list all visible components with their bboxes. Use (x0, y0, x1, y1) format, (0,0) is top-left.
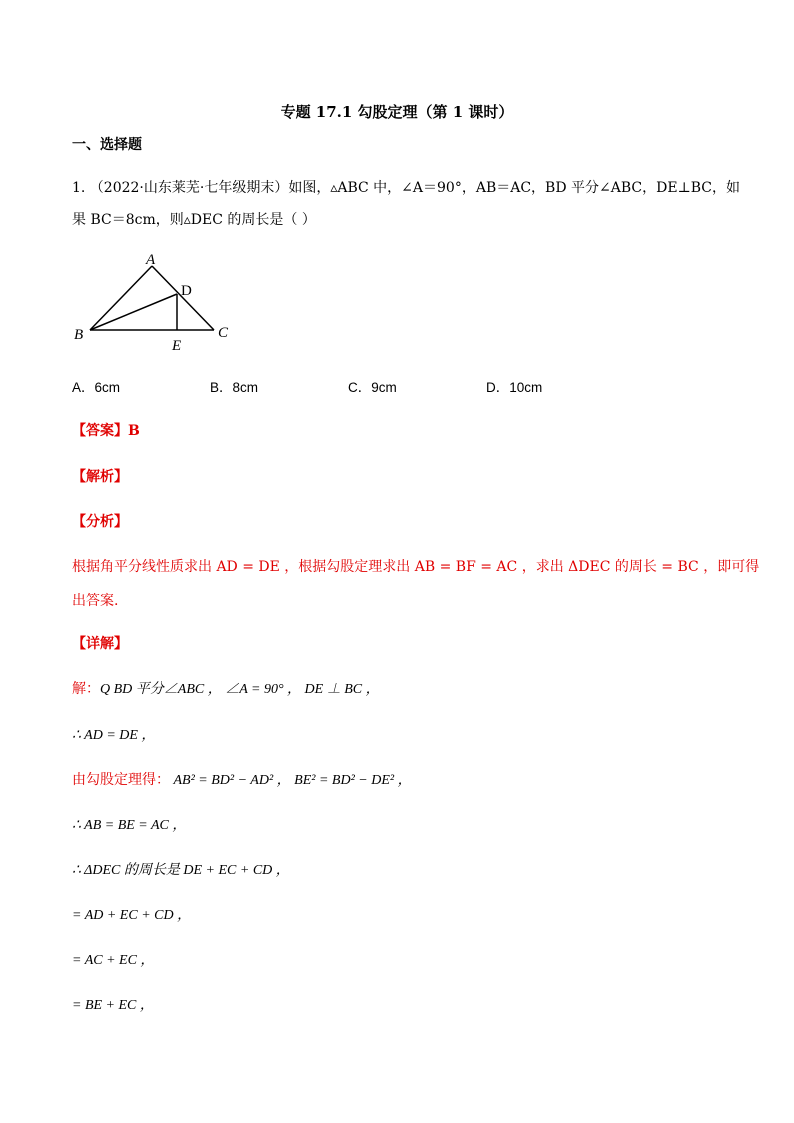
step-4-math: ∴ AB = BE = AC ， (72, 818, 187, 833)
detail-tag: 【详解】 (72, 636, 128, 652)
page-title: 专题 17.1 勾股定理（第 1 课时） (280, 103, 514, 121)
step-7 (72, 949, 154, 969)
step-1-math: Q BD 平分∠ABC ， ∠A = 90° ， DE ⊥ BC ， (100, 682, 380, 697)
step-2-math: ∴ AD = DE ， (72, 728, 156, 743)
step-1-prefix: 解： (72, 681, 100, 697)
label-d: D (181, 283, 192, 299)
option-b: B．8cm (210, 380, 259, 395)
answer-row (72, 420, 140, 440)
step-3-prefix: 由勾股定理得： (72, 772, 170, 788)
step-5-math: ∴ ΔDEC 的周长是 DE + EC + CD ， (72, 863, 290, 878)
step-3-math: AB² = BD² − AD² ， BE² = BD² − DE² ， (170, 773, 412, 788)
step-8-math: = BE + EC ， (72, 998, 154, 1013)
option-c: C．9cm (348, 380, 397, 395)
section-heading: 一、选择题 (72, 137, 142, 153)
step-6 (72, 904, 191, 924)
fenxi-line-2: 出答案. (72, 593, 119, 609)
side-ab (90, 266, 152, 330)
question-line-1: 1. （2022·山东莱芜·七年级期末）如图，▵ABC 中，∠A＝90°，AB＝AC，BD 平分∠ABC，DE⊥BC，如 (72, 180, 740, 196)
step-8 (72, 994, 154, 1014)
fenxi-line-1: 根据角平分线性质求出 AD = DE ，根据勾股定理求出 AB = BF = AC ，求出 ΔDEC 的周长 = BC ，即可得 (72, 559, 760, 575)
triangle-figure (70, 246, 240, 356)
step-7-math: = AC + EC ， (72, 953, 155, 968)
answer-tag: 【答案】 (72, 423, 128, 439)
label-a: A (146, 252, 156, 268)
question-line-2: 果 BC＝8cm，则▵DEC 的周长是（ ） (72, 212, 316, 228)
label-c: C (218, 325, 229, 341)
step-6-math: = AD + EC + CD ， (72, 908, 192, 923)
label-b: B (74, 327, 84, 343)
label-e: E (172, 338, 182, 354)
fenxi-tag: 【分析】 (72, 514, 128, 530)
step-3 (72, 769, 412, 789)
segment-bd (90, 294, 177, 330)
step-1 (72, 678, 380, 698)
option-a: A．6cm (72, 380, 121, 395)
step-5 (72, 859, 290, 879)
step-2 (72, 724, 155, 744)
step-4 (72, 814, 186, 834)
option-d: D．10cm (486, 380, 543, 395)
answer-value: B (128, 423, 140, 439)
analysis-tag: 【解析】 (72, 469, 128, 485)
